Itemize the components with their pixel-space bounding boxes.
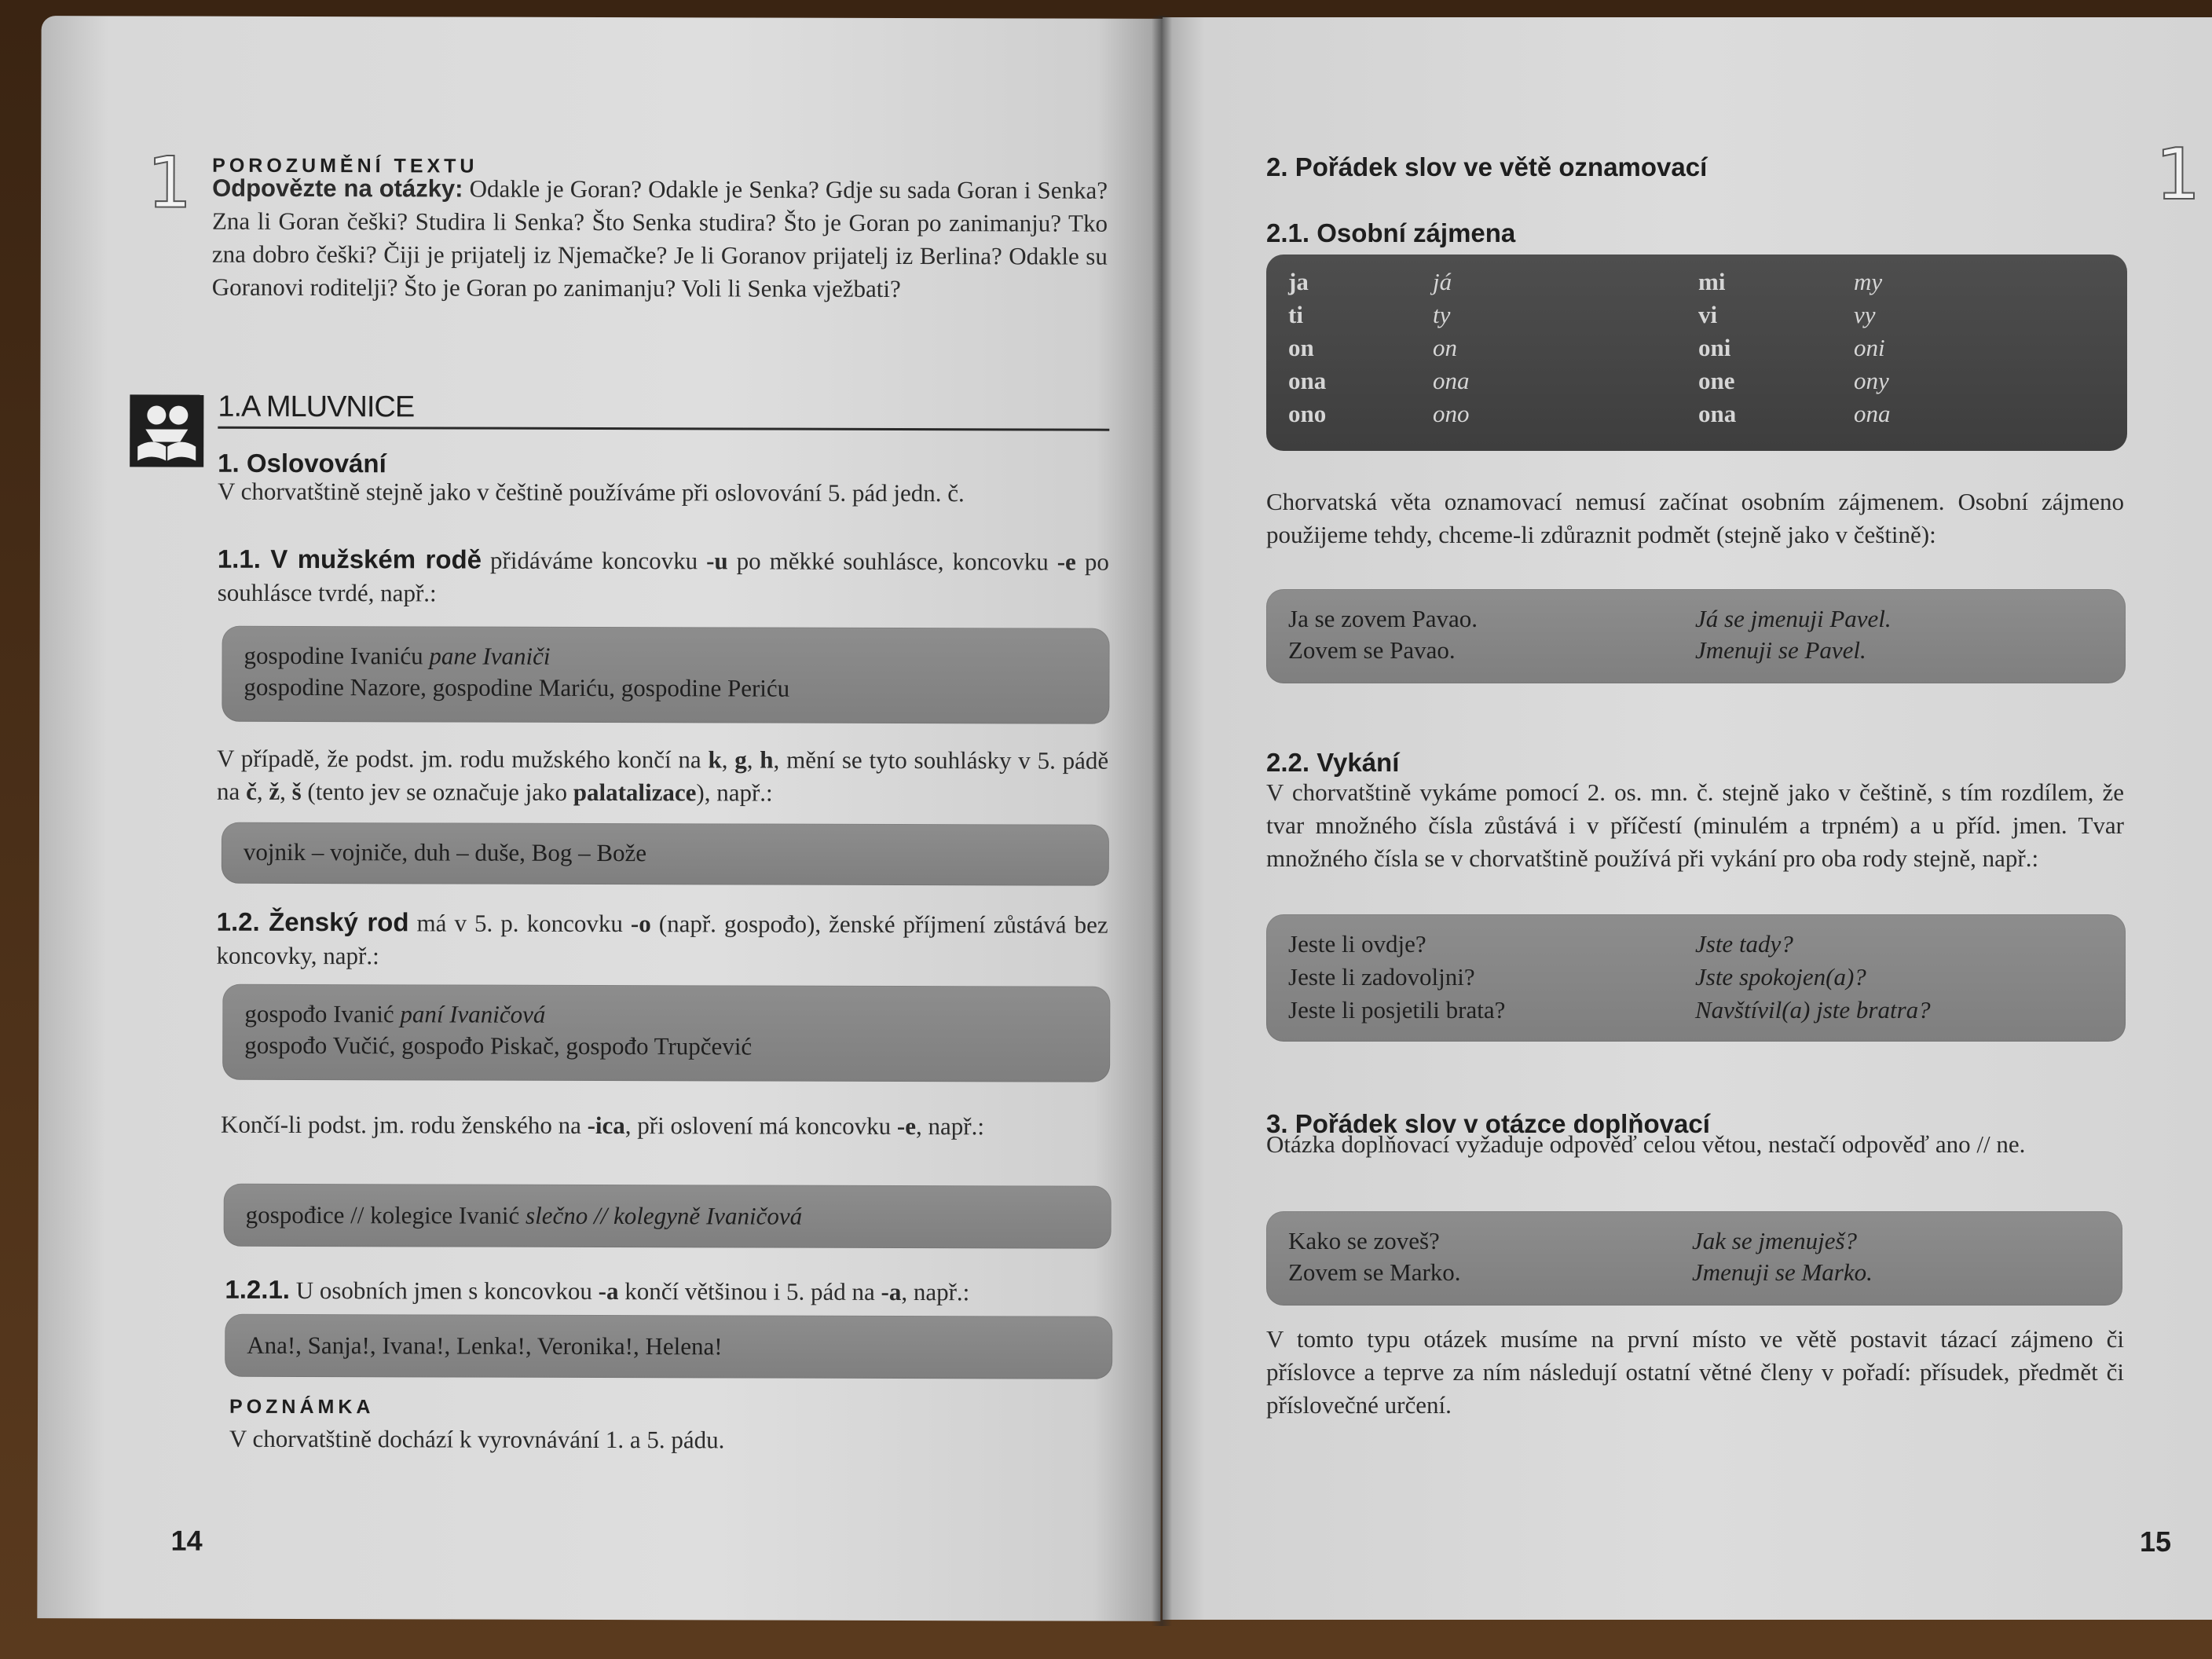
s11-text-c: po souhlásce tvrdé, např.: [217,548,1109,607]
note-heading: POZNÁMKA [229,1395,375,1419]
pal-comma1: , [721,745,735,774]
box1-cz: pane Ivaniči [429,642,551,670]
section-3-heading: 3. Pořádek slov v otázce doplňovací [1266,1109,1710,1138]
pal-c: č [246,777,257,805]
example-box-4-line [246,1199,803,1232]
s121-c: , např.: [901,1278,970,1306]
example-box-1 [222,626,1109,724]
section-1-2-1-heading: 1.2.1. [225,1274,291,1304]
section-1-2-1-paragraph [225,1273,1112,1309]
s11-text-b: po měkké souhlásce, koncovku [727,547,1057,576]
ica-e: -e [896,1111,917,1141]
pronoun-hr-pl: vi [1698,301,1718,328]
s12-text-a: má v 5. p. koncovku [408,909,631,938]
example-cz: Jmenuji se Marko. [1692,1258,1873,1286]
s11-u: -u [706,547,728,575]
section-1-text: V chorvatštině stejně jako v češtině používáme při oslovování 5. pád jedn. č. [218,477,965,507]
pronoun-cz-sg: ono [1433,400,1470,427]
ica-ica: -ica [587,1111,625,1140]
example-box-1-line-1 [244,640,550,672]
example-hr: Jeste li ovdje? [1288,930,1426,958]
book-gutter [1152,16,1172,1626]
section-3-text-2: V tomto typu otázek musíme na první místo ve větě postavit tázací zájmeno či příslovce a teprve za ním následují ostatní větné členy v pořadí: přísudek, předmět či příslovečné určení. [1266,1325,2124,1419]
example-box-b [1266,914,2126,1042]
s11-text-a: přidáváme koncovku [482,546,707,575]
pal-comma4: , [280,777,292,805]
pal-s: š [291,777,302,806]
grammar-title-rule [218,427,1109,431]
pal-c2: (tento jev se označuje jako [301,778,573,806]
box4-hr: gospođice // kolegice Ivanić [245,1200,526,1229]
example-box-3-line-2: gospođo Vučić, gospođo Piskač, gospođo Trupčević [244,1031,753,1060]
section-2-1-heading: 2.1. Osobní zájmena [1266,218,1516,247]
pronoun-cz-sg: ty [1433,301,1451,328]
page-number-right: 15 [2140,1525,2172,1558]
pronoun-hr-sg: ja [1288,268,1309,295]
example-box-2 [222,822,1109,886]
s12-text-b: (např. gospođo), ženské příjmení zůstává bez koncovky, např.: [216,910,1108,970]
pronoun-cz-pl: oni [1854,334,1885,361]
example-hr: Jeste li posjetili brata? [1288,996,1506,1024]
pronoun-cz-sg: ona [1433,367,1470,394]
s121-a1: -a [598,1276,619,1306]
pronoun-cz-pl: my [1854,268,1883,295]
pal-h: h [760,745,774,774]
s12-o: -o [630,910,651,938]
grammar-title: 1.A MLUVNICE [218,390,415,424]
s121-a: U osobních jmen s koncovkou [289,1276,599,1305]
example-cz: Navštívil(a) jste bratra? [1695,996,1931,1024]
example-cz: Jmenuji se Pavel. [1695,636,1866,664]
ica-b: , při oslovení má koncovku [624,1111,897,1140]
ica-c: , např.: [915,1112,985,1141]
right-page [1163,17,2212,1620]
box4-cz: slečno // kolegyně Ivaničová [526,1201,803,1230]
section-2-heading: 2. Pořádek slov ve větě oznamovací [1266,152,1708,181]
pronoun-cz-sg: on [1433,334,1457,361]
pal-g: g [734,745,747,774]
pal-comma2: , [746,745,760,774]
pronoun-hr-pl: oni [1698,334,1731,361]
section-1-heading: 1. Oslovování [218,448,386,478]
pronoun-table [1266,255,2127,451]
section-badge-right: 1 [2155,134,2201,216]
example-cz: Jak se jmenuješ? [1692,1227,1858,1254]
comprehension-lead: Odpovězte na otázky: [212,174,463,203]
pal-end: ), např.: [696,778,773,807]
pronoun-cz-sg: já [1433,268,1452,295]
pronoun-hr-sg: on [1288,334,1314,361]
pronoun-cz-pl: vy [1854,301,1876,328]
example-hr: Zovem se Pavao. [1288,636,1456,664]
section-1-1-heading: 1.1. V mužském rodě [217,544,482,574]
example-box-3 [222,984,1110,1082]
box3-hr: gospođo Ivanić [244,999,401,1028]
section-badge-left: 1 [146,141,192,225]
note-text: V chorvatštině dochází k vyrovnávání 1. a 5. pádu. [229,1424,725,1454]
pal-a: V případě, že podst. jm. rodu mužského končí na [217,744,709,774]
example-box-4 [224,1184,1111,1249]
example-box-c [1266,1211,2122,1306]
s121-a2: -a [881,1277,902,1306]
example-box-5-line: Ana!, Sanja!, Ivana!, Lenka!, Veronika!, Helena! [247,1331,723,1361]
s11-e: -e [1057,548,1076,576]
comprehension-heading: POROZUMĚNÍ TEXTU [212,154,478,178]
pronoun-hr-sg: ona [1288,367,1327,394]
pal-z: ž [269,777,280,805]
comprehension-paragraph [212,172,1108,306]
pronoun-hr-pl: one [1698,367,1735,394]
page-number-left: 14 [170,1524,203,1557]
example-box-5 [225,1314,1112,1379]
pronoun-hr-pl: mi [1698,268,1726,295]
pronoun-hr-sg: ono [1288,400,1327,427]
pronoun-cz-pl: ona [1854,400,1891,427]
example-cz: Jste spokojen(a)? [1695,963,1866,991]
pal-b: , mění se tyto souhlásky v 5. pádě na [217,745,1109,805]
example-hr: Jeste li zadovoljni? [1288,963,1475,991]
example-box-2-line: vojnik – vojniče, duh – duše, Bog – Bože [243,837,647,867]
example-cz: Jste tady? [1695,930,1793,958]
comprehension-text: Odakle je Goran? Odakle je Senka? Gdje su sada Goran i Senka? Zna li Goran češki? Studira li Senka? Što Senka studira? Što je Goran po zanimanju? Tko zna dobro češki? Čiji je prijatelj iz Njemačke? Je li Goranov prijatelj iz Berlina? Odakle su Goranovi roditelji? Što je Goran po zanimanju? Voli li Senka vježbati? [211,174,1108,302]
example-box-a [1266,589,2126,683]
pronoun-hr-pl: ona [1698,400,1737,427]
section-1-2-paragraph [216,906,1108,975]
pal-k: k [708,745,722,774]
example-hr: Ja se zovem Pavao. [1288,605,1478,632]
section-1-1-paragraph [218,543,1109,612]
section-2-1-text: Chorvatská věta oznamovací nemusí začínat osobním zájmenem. Osobní zájmeno použijeme tehdy, chceme-li zdůraznit podmět (stejně jako v češtině): [1266,488,2124,548]
s121-b: končí většinou i 5. pád na [618,1277,881,1306]
palatalization-paragraph [217,742,1108,811]
section-2-2-heading: 2.2. Vykání [1266,748,1400,777]
section-2-2-text: V chorvatštině vykáme pomocí 2. os. mn. č. stejně jako v češtině, s tím rozdílem, že tvar množného čísla zůstává i v příčestí (minulém a trpném) a u příd. jmen. Tvar množného čísla se v chorvatštině používá při vykání pro oba rody stejně, např.: [1266,778,2124,872]
reading-book-icon [128,391,205,470]
example-hr: Kako se zoveš? [1288,1227,1440,1254]
section-1-2-heading: 1.2. Ženský rod [216,906,409,937]
box1-hr: gospodine Ivaniću [244,641,430,670]
left-page [37,16,1164,1621]
pal-term: palatalizace [573,778,697,807]
box3-cz: paní Ivaničová [400,1000,546,1028]
pronoun-cz-pl: ony [1854,367,1889,394]
example-hr: Zovem se Marko. [1288,1258,1461,1286]
ica-paragraph [221,1108,1108,1144]
example-box-3-line-1 [244,998,545,1031]
ica-a: Končí-li podst. jm. rodu ženského na [220,1110,588,1139]
example-cz: Já se jmenuji Pavel. [1695,605,1892,632]
example-box-1-line-2: gospodine Nazore, gospodine Mariću, gospodine Periću [244,672,790,702]
section-3-text: Otázka doplňovací vyžaduje odpověď celou větou, nestačí odpověď ano // ne. [1266,1130,2026,1158]
pal-comma3: , [256,777,269,805]
pronoun-hr-sg: ti [1288,301,1303,328]
